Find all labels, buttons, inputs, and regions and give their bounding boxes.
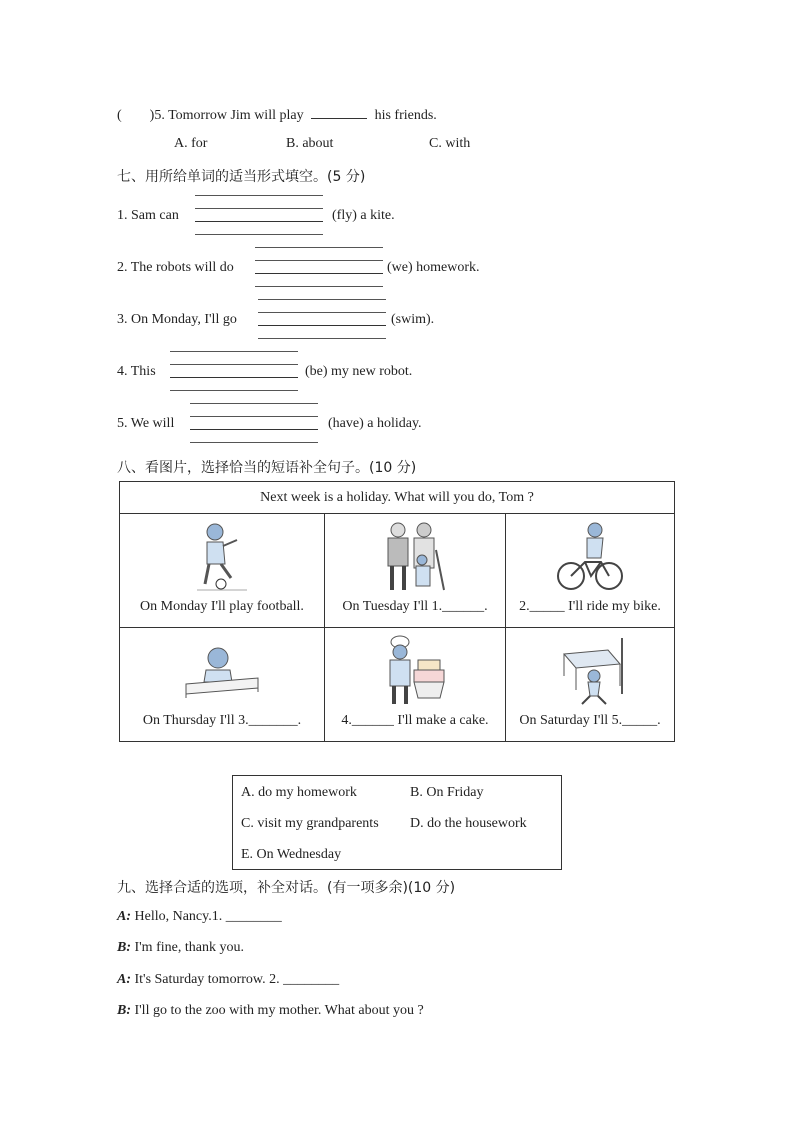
s7-item-5-after: (have) a holiday.	[328, 416, 422, 431]
dialogue-line-3	[117, 972, 339, 988]
dialogue-line-4	[117, 1003, 424, 1019]
question-5-blank[interactable]	[311, 106, 367, 119]
speaker-label: A:	[117, 972, 131, 987]
section-9-title: 九、选择合适的选项，补全对话。(有一项多余)(10 分)	[117, 880, 456, 896]
s7-item-1-after: (fly) a kite.	[332, 208, 395, 223]
visiting-grandparents-picture	[380, 520, 450, 594]
s7-item-1-writing-lines[interactable]	[195, 195, 323, 235]
phrase-options-box	[232, 775, 562, 870]
s7-item-3-before: 3. On Monday, I'll go	[117, 312, 237, 327]
dialogue-line-2	[117, 940, 244, 956]
s7-item-3-after: (swim).	[391, 312, 435, 327]
caption-thursday: On Thursday I'll 3._______.	[142, 713, 302, 728]
s7-item-1-before: 1. Sam can	[117, 208, 179, 223]
picture-table	[119, 481, 675, 742]
cell-friday	[325, 628, 506, 742]
cell-wednesday	[506, 514, 675, 628]
making-cake-picture	[380, 634, 450, 708]
question-5-tail: his friends.	[374, 108, 437, 123]
s7-item-4-before: 4. This	[117, 364, 156, 379]
s7-item-2-before: 2. The robots will do	[117, 260, 234, 275]
caption-friday: 4.______ I'll make a cake.	[341, 713, 489, 728]
speaker-label: B:	[117, 1003, 131, 1018]
speaker-label: A:	[117, 909, 131, 924]
question-5-stem: ( )5. Tomorrow Jim will play	[117, 108, 304, 123]
s7-item-5-writing-lines[interactable]	[190, 403, 318, 443]
s7-item-4-writing-lines[interactable]	[170, 351, 298, 391]
question-5	[117, 104, 437, 124]
s7-item-4-after: (be) my new robot.	[305, 364, 413, 379]
boy-riding-bike-picture	[555, 520, 625, 594]
s7-item-2-after: (we) homework.	[387, 260, 480, 275]
phrase-option-d[interactable]: D. do the housework	[410, 816, 527, 831]
caption-wednesday: 2._____ I'll ride my bike.	[519, 599, 661, 614]
caption-monday: On Monday I'll play football.	[140, 599, 304, 614]
table-header: Next week is a holiday. What will you do, Tom ?	[120, 482, 675, 514]
cell-tuesday	[325, 514, 506, 628]
s7-item-3-writing-lines[interactable]	[258, 299, 386, 339]
dialogue-text: Hello, Nancy.1. ________	[134, 909, 282, 924]
dialogue-text: I'm fine, thank you.	[134, 940, 244, 955]
dialogue-line-1	[117, 909, 282, 925]
caption-tuesday: On Tuesday I'll 1.______.	[342, 599, 488, 614]
dialogue-text: It's Saturday tomorrow. 2. ________	[134, 972, 340, 987]
caption-saturday: On Saturday I'll 5._____.	[519, 713, 661, 728]
option-c[interactable]: C. with	[429, 136, 471, 151]
section-7-title: 七、用所给单词的适当形式填空。(5 分)	[117, 169, 366, 185]
speaker-label: B:	[117, 940, 131, 955]
boy-doing-homework-picture	[182, 634, 262, 708]
cell-monday	[120, 514, 325, 628]
option-b[interactable]: B. about	[286, 136, 334, 151]
cell-saturday	[506, 628, 675, 742]
section-8-title: 八、看图片，选择恰当的短语补全句子。(10 分)	[117, 460, 417, 476]
boy-playing-football-picture	[187, 520, 257, 594]
cell-thursday	[120, 628, 325, 742]
s7-item-2-writing-lines[interactable]	[255, 247, 383, 287]
s7-item-5-before: 5. We will	[117, 416, 175, 431]
phrase-option-b[interactable]: B. On Friday	[410, 785, 484, 800]
phrase-option-a[interactable]: A. do my homework	[241, 785, 357, 800]
doing-housework-picture	[550, 634, 630, 708]
dialogue-text: I'll go to the zoo with my mother. What about you ?	[134, 1003, 424, 1018]
phrase-option-e[interactable]: E. On Wednesday	[241, 847, 342, 862]
option-a[interactable]: A. for	[174, 136, 208, 151]
phrase-option-c[interactable]: C. visit my grandparents	[241, 816, 379, 831]
